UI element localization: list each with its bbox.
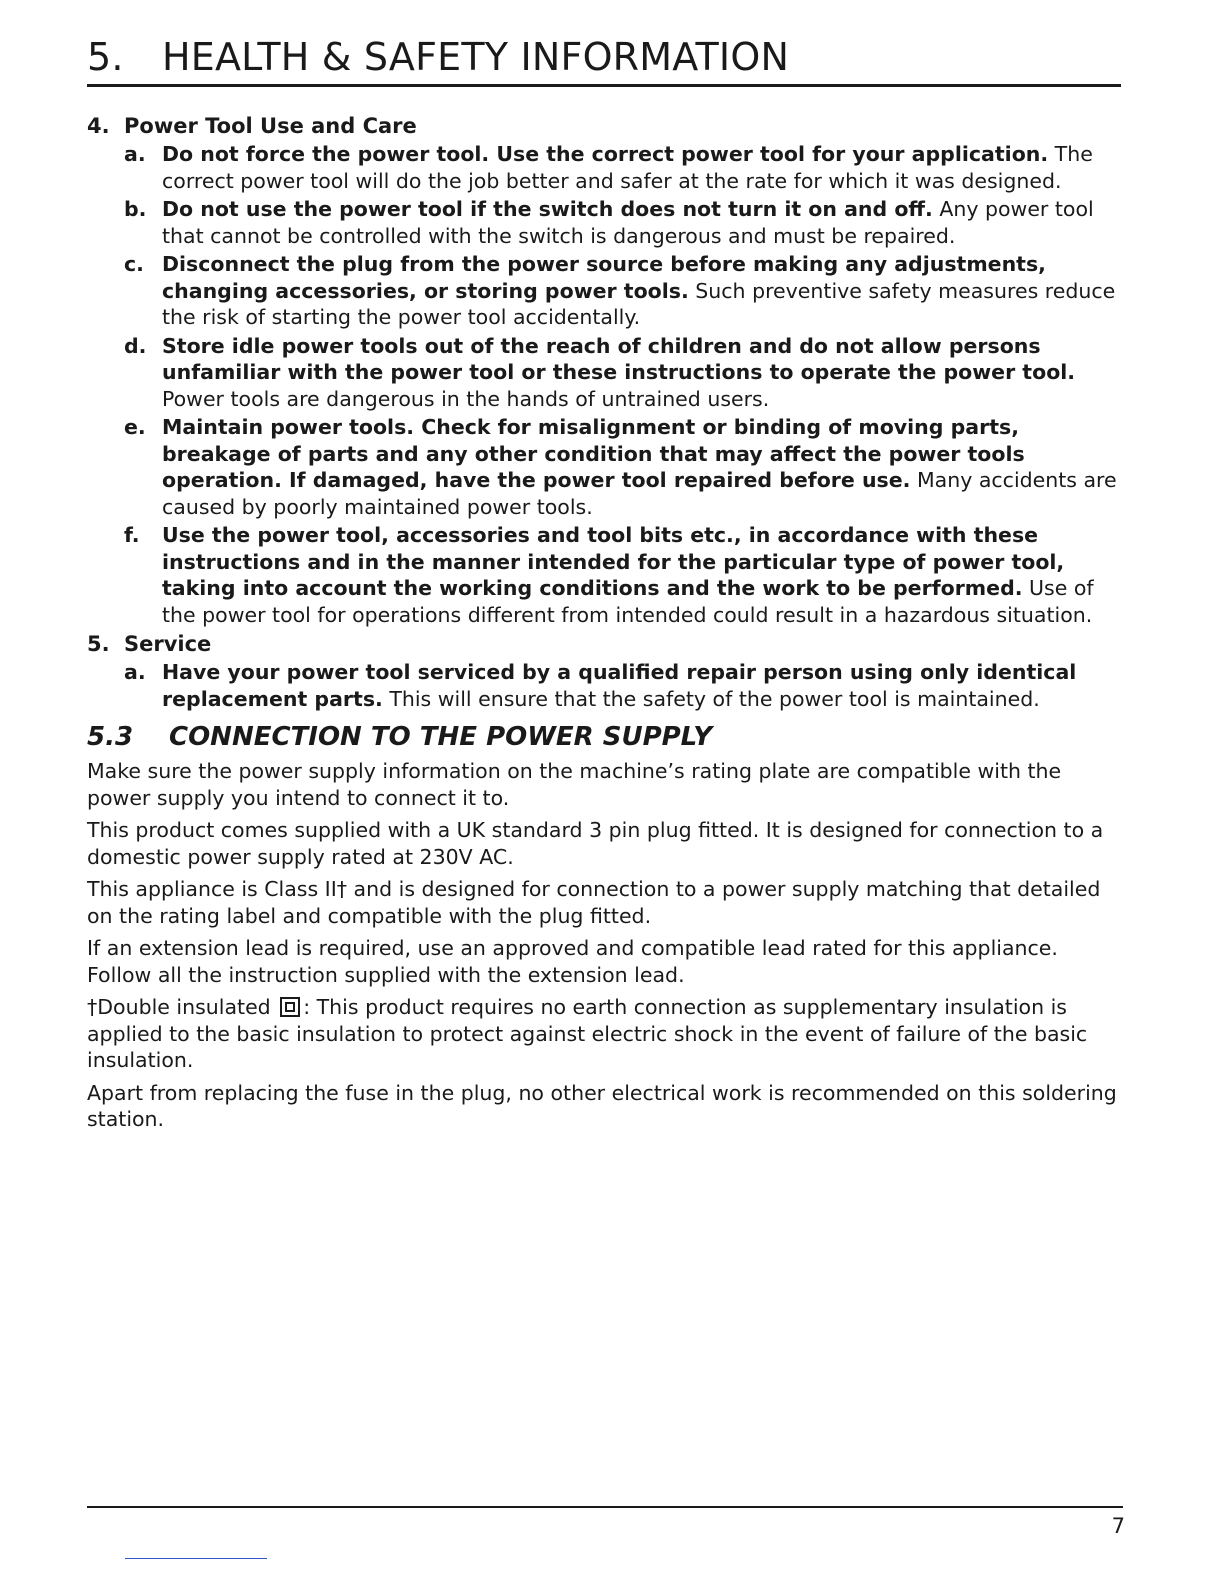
double-insulation-icon [280,997,300,1017]
page-header [87,34,1121,87]
list-item [124,414,1127,520]
item-lead: Disconnect the plug from the power source before making any adjustments, changing accessories, or storing power tools. [162,252,1046,303]
item-letter: a. [124,142,146,166]
item-body [162,333,1127,413]
item-lead: Store idle power tools out of the reach of children and do not allow persons unfamiliar with the power tool or these instructions to operate the power tool. [162,333,1076,384]
item-letter: a. [124,660,146,684]
paragraph: This product comes supplied with a UK standard 3 pin plug fitted. It is designed for connection to a domestic power supply rated at 230V AC. [87,818,1104,869]
item-text: Any power tool that cannot be controlled with the switch is dangerous and must be repaired. [162,197,1094,248]
item-letter: c. [124,252,144,276]
item-lead: Use the power tool, accessories and tool bits etc., in accordance with these instructions and in the manner intended for the particular type of power tool, taking into account the working conditions and the work to be performed. [162,523,1065,600]
item-body [162,522,1127,628]
section-title: Power Tool Use and Care [124,114,417,138]
chapter-number: 5. [87,35,124,79]
item-body [162,141,1127,194]
page-number: 7 [1111,1514,1125,1538]
note-text: : This product requires no earth connection as supplementary insulation is applied to the basic insulation to protect against electric shock in the event of failure of the basic insulation. [87,995,1088,1072]
page-title [87,34,1121,80]
item-text: Such preventive safety measures reduce the risk of starting the power tool accidentally. [162,278,1116,329]
divider [125,1558,267,1559]
item-text: Use of the power tool for operations different from intended could result in a hazardous situation. [162,576,1094,627]
subsection-title: CONNECTION TO THE POWER SUPPLY [169,722,713,752]
page-content [87,110,1127,1139]
section-number: 4. [87,114,110,138]
item-text: The correct power tool will do the job better and safer at the rate for which it was designed. [162,142,1093,193]
section-list [124,141,1127,628]
section-heading [87,112,1127,140]
item-text: This will ensure that the safety of the power tool is maintained. [382,686,1040,711]
item-letter: f. [124,523,140,547]
item-body [162,659,1127,712]
paragraph: If an extension lead is required, use an approved and compatible lead rated for this appliance. Follow all the instruction supplied with the extension lead. [87,936,1058,987]
list-item [124,659,1127,712]
item-letter: b. [124,197,147,221]
list-item [124,251,1127,331]
section-title: Service [124,632,212,656]
item-body [162,251,1127,331]
note-prefix: †Double insulated [87,995,271,1019]
item-text: Power tools are dangerous in the hands of untrained users. [162,386,770,411]
item-body [162,196,1127,249]
double-insulated-note [87,994,1127,1074]
section-number: 5. [87,632,110,656]
subsection-heading [87,720,1127,754]
paragraph: Make sure the power supply information on the machine’s rating plate are compatible with the power supply you intend to connect it to. [87,759,1062,810]
item-letter: d. [124,333,147,358]
chapter-title: HEALTH & SAFETY INFORMATION [162,35,790,79]
paragraph: This appliance is Class II† and is designed for connection to a power supply matching that detailed on the rating label and compatible with the plug fitted. [87,877,1101,928]
footer-rule [87,1506,1123,1508]
item-lead: Do not force the power tool. Use the correct power tool for your application. [162,142,1049,166]
item-text: Many accidents are caused by poorly maintained power tools. [162,468,1117,519]
item-body [162,414,1127,520]
item-letter: e. [124,415,146,439]
item-lead: Maintain power tools. Check for misalignment or binding of moving parts, breakage of parts and any other condition that may affect the power tools operation. If damaged, have the power tool repaired before use. [162,415,1025,492]
section-list [124,659,1127,712]
paragraph: Apart from replacing the fuse in the plug, no other electrical work is recommended on this soldering station. [87,1080,1117,1131]
subsection-number: 5.3 [87,722,134,752]
list-item [124,196,1127,249]
list-item [124,333,1127,413]
item-lead: Do not use the power tool if the switch does not turn it on and off. [162,197,933,221]
list-item [124,141,1127,194]
section-heading [87,630,1127,658]
item-lead: Have your power tool serviced by a qualified repair person using only identical replacement parts. [162,660,1077,711]
list-item [124,522,1127,628]
